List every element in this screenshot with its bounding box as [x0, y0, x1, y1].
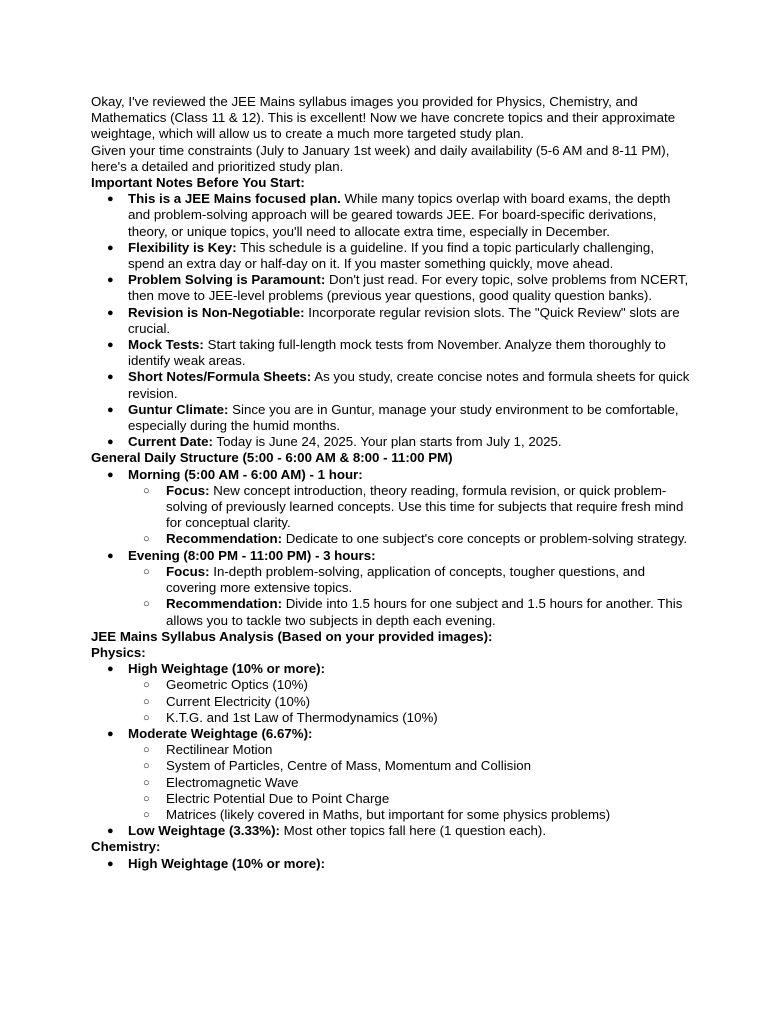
chemistry-heading: Chemistry:	[91, 839, 161, 855]
bullet-icon: ●	[107, 825, 114, 838]
sub-label: Recommendation:	[166, 531, 282, 547]
notes-list	[91, 191, 691, 450]
physics-list	[91, 661, 691, 839]
document-page	[91, 94, 691, 872]
list-item	[91, 467, 691, 548]
morning-sublist	[128, 483, 691, 548]
topic-text: Current Electricity (10%)	[166, 693, 311, 709]
bullet-icon: ●	[107, 857, 114, 870]
intro-paragraph-2: Given your time constraints (July to January 1st week) and daily availability (5-6 AM and 8-11 PM), here's a detailed and prioritized study plan.	[91, 142, 670, 174]
topic-text: K.T.G. and 1st Law of Thermodynamics (10%)	[166, 709, 438, 725]
list-item	[128, 531, 691, 547]
sub-text: Divide into 1.5 hours for one subject and 1.5 hours for another. This allows you to tackle two subjects in depth each evening.	[166, 596, 683, 628]
list-item	[91, 191, 691, 240]
note-text: Since you are in Guntur, manage your study environment to be comfortable, especially during the humid months.	[128, 401, 679, 434]
list-item	[128, 710, 691, 726]
note-label: Current Date:	[128, 434, 213, 450]
physics-moderate-sublist	[128, 742, 691, 823]
list-item	[91, 402, 691, 434]
chemistry-high-title: High Weightage (10% or more):	[128, 855, 326, 871]
physics-low-title: Low Weightage (3.33%):	[128, 823, 280, 839]
list-item	[91, 661, 691, 726]
bullet-icon: ●	[107, 306, 114, 319]
circle-bullet-icon: ○	[143, 744, 150, 757]
list-item	[128, 791, 691, 807]
note-text: Start taking full-length mock tests from November. Analyze them thoroughly to identify weak areas.	[128, 337, 666, 369]
topic-text: Electromagnetic Wave	[166, 774, 299, 790]
note-text: While many topics overlap with board exams, the depth and problem-solving approach will be geared towards JEE. For board-specific derivations, theory, or unique topics, you'll need to allocate extra time, especially in December.	[128, 191, 671, 239]
bullet-icon: ●	[107, 403, 114, 416]
physics-high-title: High Weightage (10% or more):	[128, 661, 326, 677]
list-item	[91, 823, 691, 839]
physics-high-sublist	[128, 677, 691, 726]
note-label: Mock Tests:	[128, 337, 204, 353]
notes-heading: Important Notes Before You Start:	[91, 175, 305, 191]
bullet-icon: ●	[107, 727, 114, 740]
physics-heading: Physics:	[91, 644, 146, 660]
list-item	[128, 483, 691, 532]
list-item	[128, 564, 691, 596]
circle-bullet-icon: ○	[143, 679, 150, 692]
bullet-icon: ●	[107, 371, 114, 384]
daily-structure-list	[91, 467, 691, 629]
circle-bullet-icon: ○	[143, 598, 150, 611]
note-text: Today is June 24, 2025. Your plan starts from July 1, 2025.	[212, 434, 562, 450]
list-item	[128, 694, 691, 710]
bullet-icon: ●	[107, 193, 114, 206]
sub-label: Recommendation:	[166, 596, 282, 612]
topic-text: Geometric Optics (10%)	[166, 677, 308, 693]
circle-bullet-icon: ○	[143, 533, 150, 546]
note-text: Incorporate regular revision slots. The "Quick Review" slots are crucial.	[128, 304, 680, 336]
sub-text: New concept introduction, theory reading, formula revision, or quick problem-solving of previously learned concepts. Use this time for subjects that require fresh mind for conceptual clarity.	[166, 482, 684, 531]
bullet-icon: ●	[107, 549, 114, 562]
list-item	[128, 677, 691, 693]
note-label: This is a JEE Mains focused plan.	[128, 191, 341, 207]
list-item	[128, 807, 691, 823]
list-item	[91, 434, 691, 450]
sub-label: Focus:	[166, 563, 210, 579]
note-label: Flexibility is Key:	[128, 239, 237, 255]
list-item	[91, 240, 691, 272]
circle-bullet-icon: ○	[143, 776, 150, 789]
list-item	[91, 337, 691, 369]
list-item	[128, 742, 691, 758]
topic-text: System of Particles, Centre of Mass, Momentum and Collision	[166, 758, 532, 774]
bullet-icon: ●	[107, 663, 114, 676]
evening-title: Evening (8:00 PM - 11:00 PM) - 3 hours:	[128, 547, 376, 563]
circle-bullet-icon: ○	[143, 808, 150, 821]
list-item	[91, 305, 691, 337]
circle-bullet-icon: ○	[143, 711, 150, 724]
list-item	[128, 596, 691, 628]
note-text: Don't just read. For every topic, solve problems from NCERT, then move to JEE-level problems (previous year questions, good quality question banks).	[128, 272, 689, 304]
circle-bullet-icon: ○	[143, 760, 150, 773]
syllabus-heading: JEE Mains Syllabus Analysis (Based on your provided images):	[91, 628, 493, 644]
bullet-icon: ●	[107, 339, 114, 352]
bullet-icon: ●	[107, 436, 114, 449]
evening-sublist	[128, 564, 691, 629]
note-label: Guntur Climate:	[128, 401, 229, 417]
circle-bullet-icon: ○	[143, 565, 150, 578]
note-text: As you study, create concise notes and formula sheets for quick revision.	[128, 369, 690, 401]
list-item	[91, 726, 691, 823]
topic-text: Rectilinear Motion	[166, 742, 273, 758]
circle-bullet-icon: ○	[143, 695, 150, 708]
chemistry-list	[91, 856, 691, 872]
bullet-icon: ●	[107, 241, 114, 254]
bullet-icon: ●	[107, 274, 114, 287]
list-item	[128, 758, 691, 774]
intro-paragraph-1: Okay, I've reviewed the JEE Mains syllabus images you provided for Physics, Chemistry, and Mathematics (Class 11 & 12). This is excellent! Now we have concrete topics and their approximate weightage, which will allow us to create a much more targeted study plan.	[91, 94, 676, 142]
sub-text: In-depth problem-solving, application of concepts, tougher questions, and covering more extensive topics.	[166, 563, 645, 596]
sub-text: Dedicate to one subject's core concepts or problem-solving strategy.	[282, 531, 688, 547]
bullet-icon: ●	[107, 468, 114, 481]
daily-structure-heading: General Daily Structure (5:00 - 6:00 AM & 8:00 - 11:00 PM)	[91, 450, 453, 466]
physics-low-text: Most other topics fall here (1 question each).	[279, 823, 547, 839]
physics-moderate-title: Moderate Weightage (6.67%):	[128, 725, 313, 741]
list-item	[128, 775, 691, 791]
morning-title: Morning (5:00 AM - 6:00 AM) - 1 hour:	[128, 466, 363, 482]
sub-label: Focus:	[166, 482, 210, 498]
note-label: Short Notes/Formula Sheets:	[128, 369, 312, 385]
circle-bullet-icon: ○	[143, 792, 150, 805]
list-item	[91, 856, 691, 872]
topic-text: Matrices (likely covered in Maths, but important for some physics problems)	[166, 806, 611, 822]
list-item	[91, 548, 691, 629]
circle-bullet-icon: ○	[143, 484, 150, 497]
note-label: Problem Solving is Paramount:	[128, 272, 326, 288]
note-label: Revision is Non-Negotiable:	[128, 304, 305, 320]
note-text: This schedule is a guideline. If you find a topic particularly challenging, spend an extra day or half-day on it. If you master something quickly, move ahead.	[128, 239, 655, 272]
list-item	[91, 369, 691, 401]
topic-text: Electric Potential Due to Point Charge	[166, 790, 390, 806]
list-item	[91, 272, 691, 304]
